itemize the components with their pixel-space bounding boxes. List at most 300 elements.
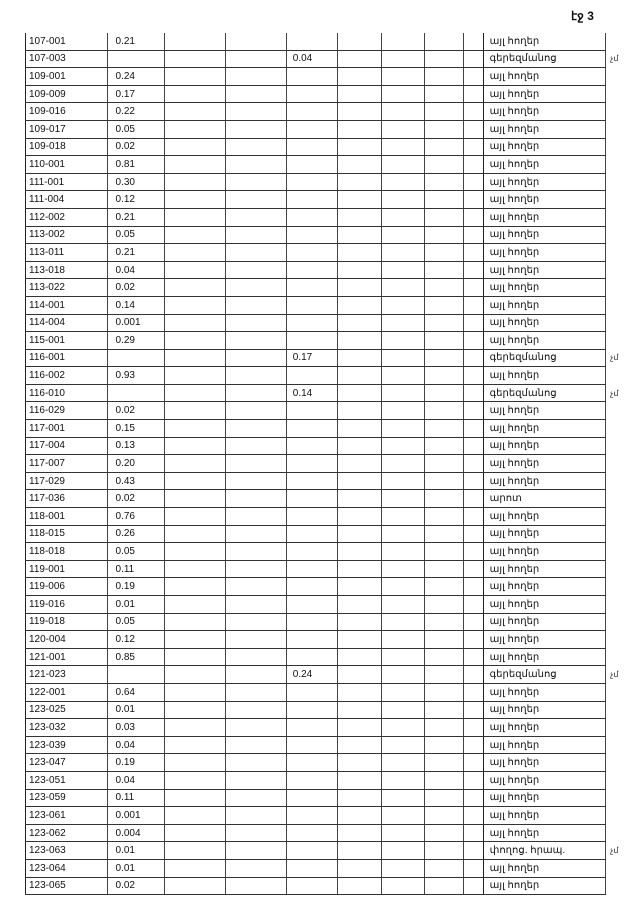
other-area: 0.04 (286, 50, 337, 68)
empty-cell (338, 50, 381, 68)
empty-cell (463, 314, 483, 332)
empty-cell (381, 261, 424, 279)
empty-cell (381, 789, 424, 807)
parcel-id: 123-051 (26, 771, 108, 789)
side-note (606, 648, 640, 666)
empty-cell (381, 296, 424, 314)
empty-cell (338, 85, 381, 103)
empty-cell (226, 648, 286, 666)
land-type: այլ հողեր (483, 208, 606, 226)
empty-cell (165, 33, 226, 50)
land-type: այլ հողեր (483, 472, 606, 490)
land-type: այլ հողեր (483, 824, 606, 842)
parcel-id: 111-004 (26, 191, 108, 209)
land-type: այլ հողեր (483, 296, 606, 314)
empty-cell (425, 226, 464, 244)
table-row (26, 683, 640, 701)
empty-cell (226, 173, 286, 191)
empty-cell (381, 683, 424, 701)
empty-cell (226, 437, 286, 455)
empty-cell (338, 859, 381, 877)
empty-cell (338, 314, 381, 332)
table-row (26, 261, 640, 279)
land-type: այլ հողեր (483, 754, 606, 772)
land-type: այլ հողեր (483, 525, 606, 543)
parcel-id: 119-001 (26, 560, 108, 578)
empty-cell (425, 490, 464, 508)
empty-cell (226, 156, 286, 174)
parcel-id: 109-001 (26, 68, 108, 86)
table-row (26, 244, 640, 262)
empty-cell (165, 296, 226, 314)
land-type: այլ հողեր (483, 173, 606, 191)
empty-cell (338, 296, 381, 314)
other-area (286, 578, 337, 596)
side-note (606, 191, 640, 209)
table-row (26, 455, 640, 473)
table-row (26, 367, 640, 385)
empty-cell (165, 279, 226, 297)
parcel-area: 0.12 (107, 191, 165, 209)
empty-cell (381, 472, 424, 490)
parcel-area: 0.17 (107, 85, 165, 103)
empty-cell (463, 296, 483, 314)
parcel-id: 118-015 (26, 525, 108, 543)
empty-cell (165, 349, 226, 367)
empty-cell (381, 666, 424, 684)
other-area (286, 719, 337, 737)
empty-cell (165, 754, 226, 772)
land-type: այլ հողեր (483, 789, 606, 807)
land-type: այլ հողեր (483, 156, 606, 174)
other-area (286, 85, 337, 103)
empty-cell (226, 736, 286, 754)
empty-cell (338, 754, 381, 772)
empty-cell (381, 103, 424, 121)
side-note (606, 543, 640, 561)
other-area (286, 842, 337, 860)
empty-cell (338, 666, 381, 684)
other-area (286, 68, 337, 86)
empty-cell (463, 103, 483, 121)
empty-cell (381, 332, 424, 350)
empty-cell (381, 824, 424, 842)
empty-cell (463, 455, 483, 473)
empty-cell (338, 156, 381, 174)
land-type: այլ հողեր (483, 736, 606, 754)
table-row (26, 349, 640, 367)
empty-cell (425, 525, 464, 543)
parcel-area: 0.81 (107, 156, 165, 174)
other-area (286, 543, 337, 561)
parcel-id: 123-065 (26, 877, 108, 895)
side-note (606, 754, 640, 772)
table-row (26, 472, 640, 490)
parcel-area: 0.93 (107, 367, 165, 385)
empty-cell (381, 33, 424, 50)
empty-cell (381, 455, 424, 473)
side-note (606, 367, 640, 385)
side-note (606, 596, 640, 614)
empty-cell (381, 191, 424, 209)
parcel-area (107, 50, 165, 68)
empty-cell (226, 719, 286, 737)
empty-cell (165, 156, 226, 174)
parcel-area: 0.04 (107, 771, 165, 789)
empty-cell (338, 68, 381, 86)
parcel-id: 123-064 (26, 859, 108, 877)
parcel-id: 113-018 (26, 261, 108, 279)
empty-cell (165, 68, 226, 86)
side-note: չմ (610, 388, 619, 398)
parcel-id: 113-022 (26, 279, 108, 297)
empty-cell (381, 138, 424, 156)
empty-cell (338, 226, 381, 244)
empty-cell (226, 842, 286, 860)
parcel-area: 0.19 (107, 578, 165, 596)
empty-cell (226, 208, 286, 226)
empty-cell (165, 103, 226, 121)
empty-cell (226, 314, 286, 332)
empty-cell (381, 367, 424, 385)
side-note (606, 68, 640, 86)
empty-cell (381, 50, 424, 68)
empty-cell (338, 613, 381, 631)
empty-cell (226, 261, 286, 279)
empty-cell (381, 842, 424, 860)
empty-cell (226, 754, 286, 772)
land-type: այլ հողեր (483, 314, 606, 332)
empty-cell (165, 613, 226, 631)
parcel-area: 0.05 (107, 613, 165, 631)
other-area (286, 508, 337, 526)
parcel-area: 0.13 (107, 437, 165, 455)
empty-cell (338, 877, 381, 895)
land-type: այլ հողեր (483, 807, 606, 825)
empty-cell (165, 824, 226, 842)
land-type: այլ հողեր (483, 402, 606, 420)
parcel-area: 0.20 (107, 455, 165, 473)
table-row (26, 877, 640, 895)
parcel-area: 0.04 (107, 261, 165, 279)
land-type: այլ հողեր (483, 85, 606, 103)
empty-cell (425, 543, 464, 561)
empty-cell (425, 50, 464, 68)
table-row (26, 701, 640, 719)
other-area (286, 771, 337, 789)
empty-cell (338, 437, 381, 455)
parcel-id: 116-010 (26, 384, 108, 402)
parcel-id: 121-001 (26, 648, 108, 666)
land-type: այլ հողեր (483, 560, 606, 578)
empty-cell (165, 120, 226, 138)
empty-cell (425, 279, 464, 297)
empty-cell (463, 472, 483, 490)
other-area (286, 754, 337, 772)
parcel-area: 0.21 (107, 33, 165, 50)
parcel-id: 116-002 (26, 367, 108, 385)
empty-cell (425, 719, 464, 737)
empty-cell (338, 789, 381, 807)
empty-cell (381, 490, 424, 508)
parcel-id: 123-062 (26, 824, 108, 842)
empty-cell (338, 508, 381, 526)
other-area (286, 736, 337, 754)
other-area (286, 367, 337, 385)
side-note (606, 789, 640, 807)
side-note (606, 332, 640, 350)
other-area (286, 701, 337, 719)
table-row (26, 648, 640, 666)
empty-cell (463, 208, 483, 226)
parcel-area: 0.03 (107, 719, 165, 737)
parcel-area: 0.43 (107, 472, 165, 490)
side-note (606, 208, 640, 226)
empty-cell (463, 859, 483, 877)
empty-cell (165, 472, 226, 490)
empty-cell (381, 156, 424, 174)
empty-cell (381, 349, 424, 367)
empty-cell (165, 437, 226, 455)
parcel-id: 123-061 (26, 807, 108, 825)
other-area (286, 332, 337, 350)
empty-cell (381, 771, 424, 789)
table-row (26, 191, 640, 209)
empty-cell (425, 208, 464, 226)
table-row (26, 138, 640, 156)
parcel-area (107, 666, 165, 684)
empty-cell (381, 120, 424, 138)
parcel-area: 0.64 (107, 683, 165, 701)
parcel-area: 0.11 (107, 560, 165, 578)
empty-cell (425, 367, 464, 385)
parcel-id: 116-029 (26, 402, 108, 420)
parcel-id: 119-006 (26, 578, 108, 596)
empty-cell (463, 490, 483, 508)
other-area (286, 455, 337, 473)
empty-cell (226, 296, 286, 314)
empty-cell (165, 332, 226, 350)
empty-cell (338, 824, 381, 842)
side-note (606, 156, 640, 174)
empty-cell (226, 279, 286, 297)
empty-cell (463, 789, 483, 807)
empty-cell (381, 279, 424, 297)
table-row (26, 771, 640, 789)
empty-cell (165, 877, 226, 895)
land-type: այլ հողեր (483, 455, 606, 473)
empty-cell (165, 384, 226, 402)
empty-cell (165, 560, 226, 578)
parcel-id: 110-001 (26, 156, 108, 174)
empty-cell (226, 402, 286, 420)
parcel-id: 123-032 (26, 719, 108, 737)
empty-cell (165, 842, 226, 860)
land-type: այլ հողեր (483, 859, 606, 877)
table-row (26, 85, 640, 103)
empty-cell (463, 719, 483, 737)
page-number: էջ 3 (571, 9, 594, 23)
parcel-id: 116-001 (26, 349, 108, 367)
empty-cell (425, 402, 464, 420)
side-note (606, 719, 640, 737)
empty-cell (226, 455, 286, 473)
empty-cell (425, 701, 464, 719)
empty-cell (425, 613, 464, 631)
side-note (606, 859, 640, 877)
land-type: գերեզմանոց (483, 349, 606, 367)
parcel-area: 0.05 (107, 120, 165, 138)
side-note (606, 138, 640, 156)
empty-cell (425, 314, 464, 332)
empty-cell (381, 613, 424, 631)
empty-cell (425, 859, 464, 877)
table-row (26, 859, 640, 877)
empty-cell (425, 33, 464, 50)
other-area (286, 208, 337, 226)
parcel-id: 109-016 (26, 103, 108, 121)
land-type: այլ հողեր (483, 103, 606, 121)
parcel-area: 0.29 (107, 332, 165, 350)
land-type: այլ հողեր (483, 120, 606, 138)
empty-cell (425, 508, 464, 526)
empty-cell (338, 402, 381, 420)
parcel-id: 113-002 (26, 226, 108, 244)
empty-cell (165, 314, 226, 332)
parcel-id: 109-018 (26, 138, 108, 156)
other-area (286, 683, 337, 701)
parcel-area: 0.004 (107, 824, 165, 842)
empty-cell (381, 754, 424, 772)
empty-cell (425, 789, 464, 807)
parcel-id: 123-059 (26, 789, 108, 807)
empty-cell (463, 508, 483, 526)
empty-cell (338, 33, 381, 50)
parcel-area: 0.05 (107, 226, 165, 244)
empty-cell (425, 191, 464, 209)
table-row (26, 279, 640, 297)
empty-cell (226, 701, 286, 719)
parcel-area: 0.001 (107, 807, 165, 825)
empty-cell (226, 877, 286, 895)
empty-cell (381, 525, 424, 543)
other-area: 0.17 (286, 349, 337, 367)
parcel-id: 117-036 (26, 490, 108, 508)
empty-cell (338, 191, 381, 209)
land-type: փողոց. հրապ. (483, 842, 606, 860)
empty-cell (338, 842, 381, 860)
empty-cell (463, 701, 483, 719)
parcel-area: 0.15 (107, 420, 165, 438)
empty-cell (381, 402, 424, 420)
empty-cell (226, 50, 286, 68)
empty-cell (165, 490, 226, 508)
empty-cell (463, 85, 483, 103)
other-area (286, 244, 337, 262)
land-type: այլ հողեր (483, 33, 606, 50)
parcel-area: 0.21 (107, 244, 165, 262)
empty-cell (463, 384, 483, 402)
table-row (26, 226, 640, 244)
empty-cell (381, 420, 424, 438)
empty-cell (381, 877, 424, 895)
empty-cell (463, 578, 483, 596)
empty-cell (463, 120, 483, 138)
parcel-area: 0.001 (107, 314, 165, 332)
other-area (286, 279, 337, 297)
land-type: այլ հողեր (483, 613, 606, 631)
empty-cell (425, 596, 464, 614)
empty-cell (226, 508, 286, 526)
empty-cell (226, 191, 286, 209)
table-row (26, 824, 640, 842)
other-area (286, 296, 337, 314)
empty-cell (338, 490, 381, 508)
empty-cell (338, 683, 381, 701)
empty-cell (338, 719, 381, 737)
empty-cell (226, 120, 286, 138)
empty-cell (226, 683, 286, 701)
empty-cell (165, 789, 226, 807)
empty-cell (381, 701, 424, 719)
side-note (606, 560, 640, 578)
empty-cell (425, 683, 464, 701)
parcel-area: 0.11 (107, 789, 165, 807)
side-note (606, 578, 640, 596)
side-note (606, 508, 640, 526)
empty-cell (463, 877, 483, 895)
parcel-id: 107-003 (26, 50, 108, 68)
parcel-area: 0.01 (107, 596, 165, 614)
empty-cell (425, 666, 464, 684)
land-type: այլ հողեր (483, 631, 606, 649)
empty-cell (165, 859, 226, 877)
parcel-area: 0.01 (107, 859, 165, 877)
empty-cell (226, 560, 286, 578)
empty-cell (381, 736, 424, 754)
table-row (26, 384, 640, 402)
other-area (286, 420, 337, 438)
side-note (606, 472, 640, 490)
empty-cell (165, 719, 226, 737)
parcel-area: 0.22 (107, 103, 165, 121)
empty-cell (463, 68, 483, 86)
table-row (26, 508, 640, 526)
empty-cell (338, 596, 381, 614)
empty-cell (425, 877, 464, 895)
other-area (286, 807, 337, 825)
parcel-area (107, 349, 165, 367)
table-row (26, 631, 640, 649)
empty-cell (226, 596, 286, 614)
other-area (286, 33, 337, 50)
side-note (606, 701, 640, 719)
empty-cell (226, 103, 286, 121)
empty-cell (381, 543, 424, 561)
empty-cell (226, 807, 286, 825)
other-area (286, 648, 337, 666)
table-row (26, 666, 640, 684)
parcel-area: 0.14 (107, 296, 165, 314)
side-note (606, 261, 640, 279)
side-note (606, 613, 640, 631)
table-row (26, 719, 640, 737)
empty-cell (338, 807, 381, 825)
empty-cell (463, 437, 483, 455)
empty-cell (463, 771, 483, 789)
empty-cell (463, 226, 483, 244)
parcel-area: 0.02 (107, 877, 165, 895)
